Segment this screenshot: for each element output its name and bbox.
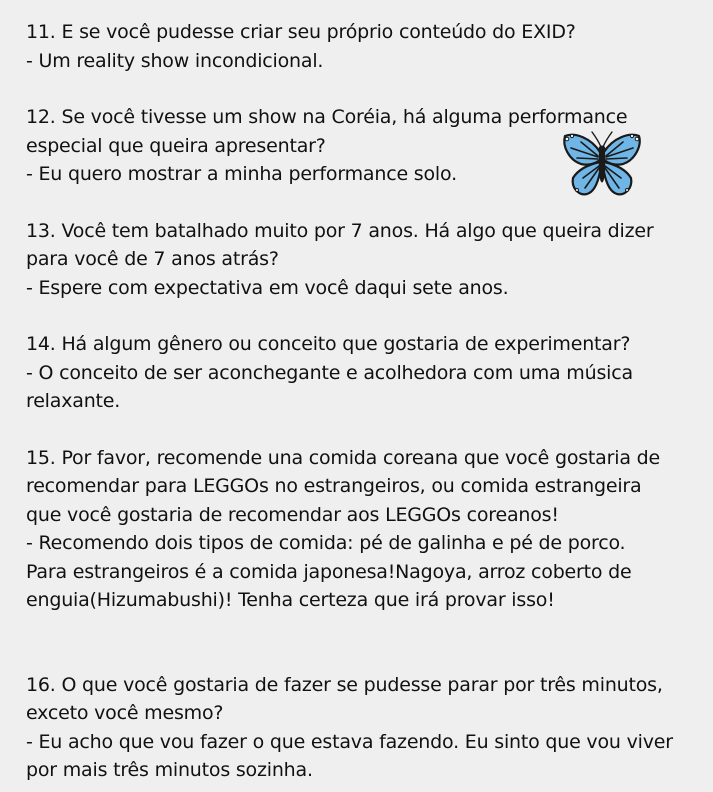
question-14: 14. Há algum gênero ou conceito que gostaria de experimentar? xyxy=(26,333,631,355)
butterfly-icon xyxy=(561,130,643,200)
answer-16-line-2: por mais três minutos sozinha. xyxy=(26,759,313,781)
spacer xyxy=(26,302,696,330)
qa-item-11 xyxy=(26,18,696,75)
answer-15-line-2: Para estrangeiros é a comida japonesa!Nagoya, arroz coberto de xyxy=(26,560,632,583)
answer-14-line-1: - O conceito de ser aconchegante e acolhedora com uma música xyxy=(26,361,633,384)
answer-16-line-1: - Eu acho que vou fazer o que estava fazendo. Eu sinto que vou viver xyxy=(26,730,673,753)
spacer xyxy=(26,615,696,671)
answer-11: - Um reality show incondicional. xyxy=(26,49,324,72)
question-12-line-2: especial que queira apresentar? xyxy=(26,134,326,157)
question-13-line-2: para você de 7 anos atrás? xyxy=(26,248,279,270)
question-15-line-1: 15. Por favor, recomende una comida coreana que você gostaria de xyxy=(26,446,660,469)
question-13-line-1: 13. Você tem batalhado muito por 7 anos. Há algo que queira dizer xyxy=(26,219,654,242)
qa-item-14 xyxy=(26,330,696,416)
answer-14-line-2: relaxante. xyxy=(26,390,121,412)
question-15-line-2: recomendar para LEGGOs no estrangeiros, ou comida estrangeira xyxy=(26,475,642,497)
question-16-line-2: exceto você mesmo? xyxy=(26,702,224,724)
qa-item-16 xyxy=(26,671,696,785)
spacer xyxy=(26,75,696,103)
question-12-line-1: 12. Se você tivesse um show na Coréia, há alguma performance xyxy=(26,106,628,128)
spacer xyxy=(26,416,696,444)
question-16-line-1: 16. O que você gostaria de fazer se pudesse parar por três minutos, xyxy=(26,673,663,696)
question-15-line-3: que você gostaria de recomendar aos LEGGOs coreanos! xyxy=(26,503,559,526)
question-11: 11. E se você pudesse criar seu próprio conteúdo do EXID? xyxy=(26,21,576,43)
answer-15-line-1: - Recomendo dois tipos de comida: pé de galinha e pé de porco. xyxy=(26,532,626,554)
qa-item-13 xyxy=(26,217,696,303)
answer-13: - Espere com expectativa em você daqui sete anos. xyxy=(26,276,509,299)
qa-item-15 xyxy=(26,444,696,615)
answer-12: - Eu quero mostrar a minha performance solo. xyxy=(26,163,457,185)
answer-15-line-3: enguia(Hizumabushi)! Tenha certeza que irá provar isso! xyxy=(26,589,555,611)
